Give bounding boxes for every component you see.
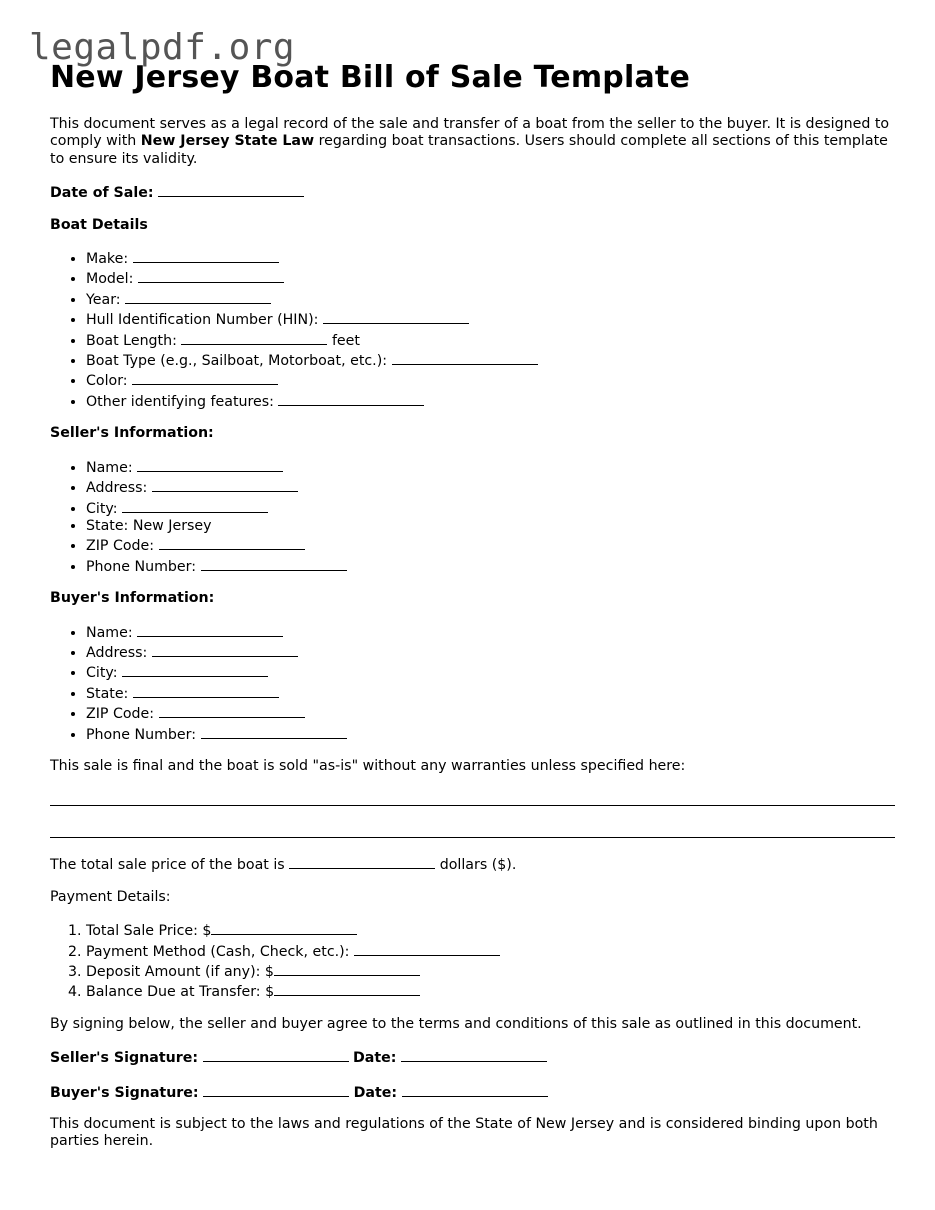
seller-address-blank[interactable] bbox=[152, 477, 298, 492]
buyer-date-label: Date: bbox=[353, 1084, 398, 1101]
buyer-name-blank[interactable] bbox=[137, 622, 283, 637]
color-blank[interactable] bbox=[132, 370, 278, 385]
buyer-state-blank[interactable] bbox=[133, 683, 279, 698]
length-label: Boat Length: bbox=[86, 332, 177, 349]
intro-bold-law: New Jersey State Law bbox=[140, 133, 315, 150]
seller-name-blank[interactable] bbox=[137, 457, 283, 472]
seller-info-list bbox=[50, 457, 895, 576]
list-item bbox=[86, 268, 895, 288]
make-blank[interactable] bbox=[133, 248, 279, 263]
year-label: Year: bbox=[86, 291, 121, 308]
list-item bbox=[86, 961, 895, 981]
buyer-heading bbox=[50, 590, 895, 607]
as-is-statement: This sale is final and the boat is sold "as-is" without any warranties unless specified here: bbox=[50, 757, 686, 774]
total-price-label: Total Sale Price: $ bbox=[86, 923, 212, 940]
buyer-signature-label: Buyer's Signature: bbox=[50, 1084, 199, 1101]
date-of-sale-blank[interactable] bbox=[158, 182, 304, 197]
intro-text-1: This document serves as a legal record of the sale and transfer of a boat from the seller to the buyer. It is designed to comply with bbox=[50, 116, 890, 150]
buyer-heading-text: Buyer's Information: bbox=[50, 590, 215, 607]
buyer-address-label: Address: bbox=[86, 644, 148, 661]
model-label: Model: bbox=[86, 271, 134, 288]
color-label: Color: bbox=[86, 373, 128, 390]
seller-date-label: Date: bbox=[353, 1050, 397, 1067]
seller-zip-blank[interactable] bbox=[159, 535, 305, 550]
intro-text-2: regarding boat transactions. Users should complete all sections of this template to ensure its validity. bbox=[50, 133, 888, 167]
hin-blank[interactable] bbox=[323, 309, 469, 324]
list-item bbox=[86, 391, 895, 411]
list-item bbox=[86, 248, 895, 268]
seller-heading-text: Seller's Information: bbox=[50, 425, 214, 442]
length-blank[interactable] bbox=[181, 330, 327, 345]
seller-city-blank[interactable] bbox=[122, 498, 268, 513]
payment-details-list bbox=[50, 920, 895, 1002]
deposit-label: Deposit Amount (if any): $ bbox=[86, 964, 274, 980]
seller-name-label: Name: bbox=[86, 459, 133, 476]
buyer-date-blank[interactable] bbox=[402, 1082, 548, 1097]
buyer-city-label: City: bbox=[86, 665, 118, 682]
agreement-statement: By signing below, the seller and buyer agree to the terms and conditions of this sale as outlined in this document. bbox=[50, 1015, 862, 1032]
list-item bbox=[86, 518, 895, 535]
list-item bbox=[86, 683, 895, 703]
list-item bbox=[86, 350, 895, 370]
list-item bbox=[86, 642, 895, 662]
other-features-label: Other identifying features: bbox=[86, 393, 274, 410]
list-item bbox=[86, 370, 895, 390]
type-blank[interactable] bbox=[392, 350, 538, 365]
list-item bbox=[86, 330, 895, 350]
list-item bbox=[86, 477, 895, 497]
list-item bbox=[86, 920, 895, 940]
hin-label: Hull Identification Number (HIN): bbox=[86, 312, 319, 329]
closing-statement: This document is subject to the laws and regulations of the State of New Jersey and is considered binding upon both parties herein. bbox=[50, 1116, 878, 1150]
deposit-blank[interactable] bbox=[274, 961, 420, 976]
buyer-signature-row bbox=[50, 1082, 895, 1102]
payment-method-label: Payment Method (Cash, Check, etc.): bbox=[86, 943, 350, 960]
list-item bbox=[86, 535, 895, 555]
seller-signature-row bbox=[50, 1047, 895, 1067]
seller-phone-blank[interactable] bbox=[201, 556, 347, 571]
list-item bbox=[86, 662, 895, 682]
type-label: Boat Type (e.g., Sailboat, Motorboat, etc.): bbox=[86, 353, 388, 370]
buyer-info-list bbox=[50, 622, 895, 744]
date-of-sale-row bbox=[50, 182, 895, 202]
warranty-line-2[interactable] bbox=[50, 837, 895, 838]
list-item bbox=[86, 457, 895, 477]
buyer-state-label: State: bbox=[86, 685, 129, 702]
intro-paragraph bbox=[50, 116, 895, 168]
seller-city-label: City: bbox=[86, 500, 118, 517]
balance-blank[interactable] bbox=[274, 981, 420, 996]
seller-phone-label: Phone Number: bbox=[86, 558, 196, 575]
seller-address-label: Address: bbox=[86, 480, 148, 497]
buyer-address-blank[interactable] bbox=[152, 642, 298, 657]
watermark-logo: legalpdf.org bbox=[29, 27, 296, 68]
buyer-phone-label: Phone Number: bbox=[86, 726, 196, 743]
date-of-sale-label: Date of Sale: bbox=[50, 185, 154, 202]
balance-label: Balance Due at Transfer: $ bbox=[86, 984, 275, 1001]
buyer-city-blank[interactable] bbox=[122, 662, 268, 677]
buyer-phone-blank[interactable] bbox=[201, 724, 347, 739]
seller-signature-blank[interactable] bbox=[203, 1047, 349, 1062]
make-label: Make: bbox=[86, 251, 129, 268]
page-title: New Jersey Boat Bill of Sale Template bbox=[50, 60, 690, 95]
seller-date-blank[interactable] bbox=[401, 1047, 547, 1062]
warranty-line-1[interactable] bbox=[50, 805, 895, 806]
list-item bbox=[86, 703, 895, 723]
sale-price-row bbox=[50, 854, 895, 874]
list-item bbox=[86, 622, 895, 642]
seller-heading bbox=[50, 425, 895, 442]
total-price-blank[interactable] bbox=[211, 920, 357, 935]
sale-price-text-after: dollars ($). bbox=[439, 857, 517, 874]
list-item bbox=[86, 309, 895, 329]
list-item bbox=[86, 498, 895, 518]
length-unit: feet bbox=[331, 332, 360, 349]
sale-price-blank[interactable] bbox=[289, 854, 435, 869]
buyer-name-label: Name: bbox=[86, 624, 133, 641]
document-page bbox=[50, 58, 895, 1151]
seller-state-text: State: New Jersey bbox=[86, 517, 212, 534]
list-item bbox=[86, 556, 895, 576]
list-item bbox=[86, 981, 895, 1001]
sale-price-text-before: The total sale price of the boat is bbox=[50, 857, 285, 874]
list-item bbox=[86, 289, 895, 309]
buyer-signature-blank[interactable] bbox=[203, 1082, 349, 1097]
boat-details-list bbox=[50, 248, 895, 411]
payment-method-blank[interactable] bbox=[354, 941, 500, 956]
list-item bbox=[86, 941, 895, 961]
payment-heading: Payment Details: bbox=[50, 888, 171, 905]
buyer-zip-label: ZIP Code: bbox=[86, 706, 155, 723]
year-blank[interactable] bbox=[125, 289, 271, 304]
boat-details-heading-text: Boat Details bbox=[50, 216, 148, 233]
other-features-blank[interactable] bbox=[278, 391, 424, 406]
boat-details-heading bbox=[50, 217, 895, 234]
list-item bbox=[86, 724, 895, 744]
model-blank[interactable] bbox=[138, 268, 284, 283]
buyer-zip-blank[interactable] bbox=[159, 703, 305, 718]
seller-signature-label: Seller's Signature: bbox=[50, 1050, 198, 1067]
seller-zip-label: ZIP Code: bbox=[86, 538, 155, 555]
